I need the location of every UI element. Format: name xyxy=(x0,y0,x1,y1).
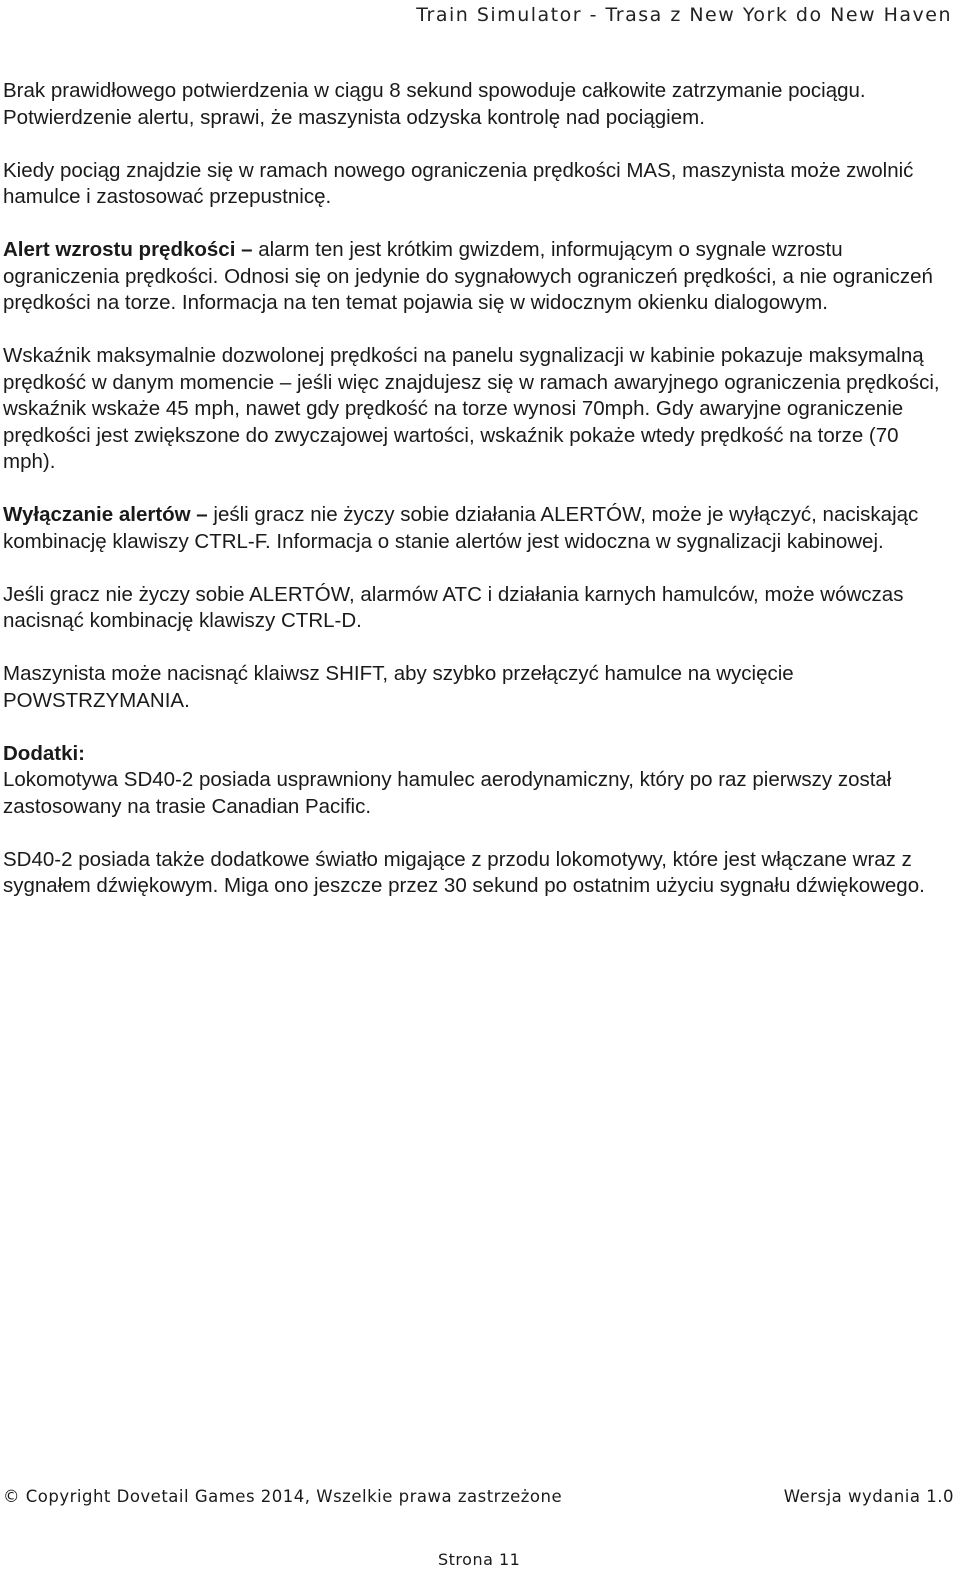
speed-increase-alert-heading: Alert wzrostu prędkości – xyxy=(3,238,259,261)
paragraph-max-speed-indicator: Wskaźnik maksymalnie dozwolonej prędkości na panelu sygnalizacji w kabinie pokazuje maksymalną prędkość w danym momencie – jeśli więc znajdujesz się w ramach awaryjnego ograniczenia prędkości, wskaźnik wskaże 45 mph, nawet gdy prędkość na torze wynosi 70mph. Gdy awaryjne ograniczenie prędkości jest zwiększone do zwyczajowej wartości, wskaźnik pokaże wtedy prędkość na torze (70 mph). xyxy=(3,344,940,473)
paragraph-aero-brake: Lokomotywa SD40-2 posiada usprawniony hamulec aerodynamiczny, który po raz pierwszy został zastosowany na trasie Canadian Pacific. xyxy=(3,768,892,818)
paragraph-mas-limit: Kiedy pociąg znajdzie się w ramach nowego ograniczenia prędkości MAS, maszynista może zwolnić hamulce i zastosować przepustnicę. xyxy=(3,158,914,208)
paragraph-ctrl-d: Jeśli gracz nie życzy sobie ALERTÓW, alarmów ATC i działania karnych hamulców, może wówczas nacisnąć kombinację klawiszy CTRL-D. xyxy=(3,582,904,632)
page-number: Strona 11 xyxy=(438,1550,521,1569)
copyright-notice: © Copyright Dovetail Games 2014, Wszelkie prawa zastrzeżone xyxy=(3,1487,563,1506)
page-header-title: Train Simulator - Trasa z New York do New Haven xyxy=(416,4,952,26)
paragraph-alert-confirmation: Brak prawidłowego potwierdzenia w ciągu 8 sekund spowoduje całkowite zatrzymanie pociągu. Potwierdzenie alertu, sprawi, że maszynista odzyska kontrolę nad pociągiem. xyxy=(3,79,866,129)
paragraph-flashing-light: SD40-2 posiada także dodatkowe światło migające z przodu lokomotywy, które jest włączane wraz z sygnałem dźwiękowym. Miga ono jeszcze przez 30 sekund po ostatnim użyciu sygnału dźwiękowego. xyxy=(3,847,925,897)
disable-alerts-text: jeśli gracz nie życzy sobie działania ALERTÓW, może je wyłączyć, naciskając kombinację klawiszy CTRL-F. Informacja o stanie alertów jest widoczna w sygnalizacji kabinowej. xyxy=(3,503,919,553)
extras-heading: Dodatki: xyxy=(3,741,85,765)
paragraph-shift-brakes: Maszynista może nacisnąć klaiwsz SHIFT, aby szybko przełączyć hamulce na wycięcie POWSTRZYMANIA. xyxy=(3,662,794,712)
disable-alerts-heading: Wyłączanie alertów – xyxy=(3,503,214,526)
document-body xyxy=(3,78,953,900)
paragraph-disable-alerts xyxy=(3,502,953,555)
version-label: Wersja wydania 1.0 xyxy=(783,1487,954,1506)
paragraph-speed-increase-alert xyxy=(3,237,953,317)
speed-increase-alert-text: alarm ten jest krótkim gwizdem, informującym o sygnale wzrostu ograniczenia prędkości. Odnosi się on jedynie do sygnałowych ograniczeń prędkości, a nie ograniczeń prędkości na torze. Informacja na ten temat pojawia się w widocznym okienku dialogowym. xyxy=(3,238,933,314)
